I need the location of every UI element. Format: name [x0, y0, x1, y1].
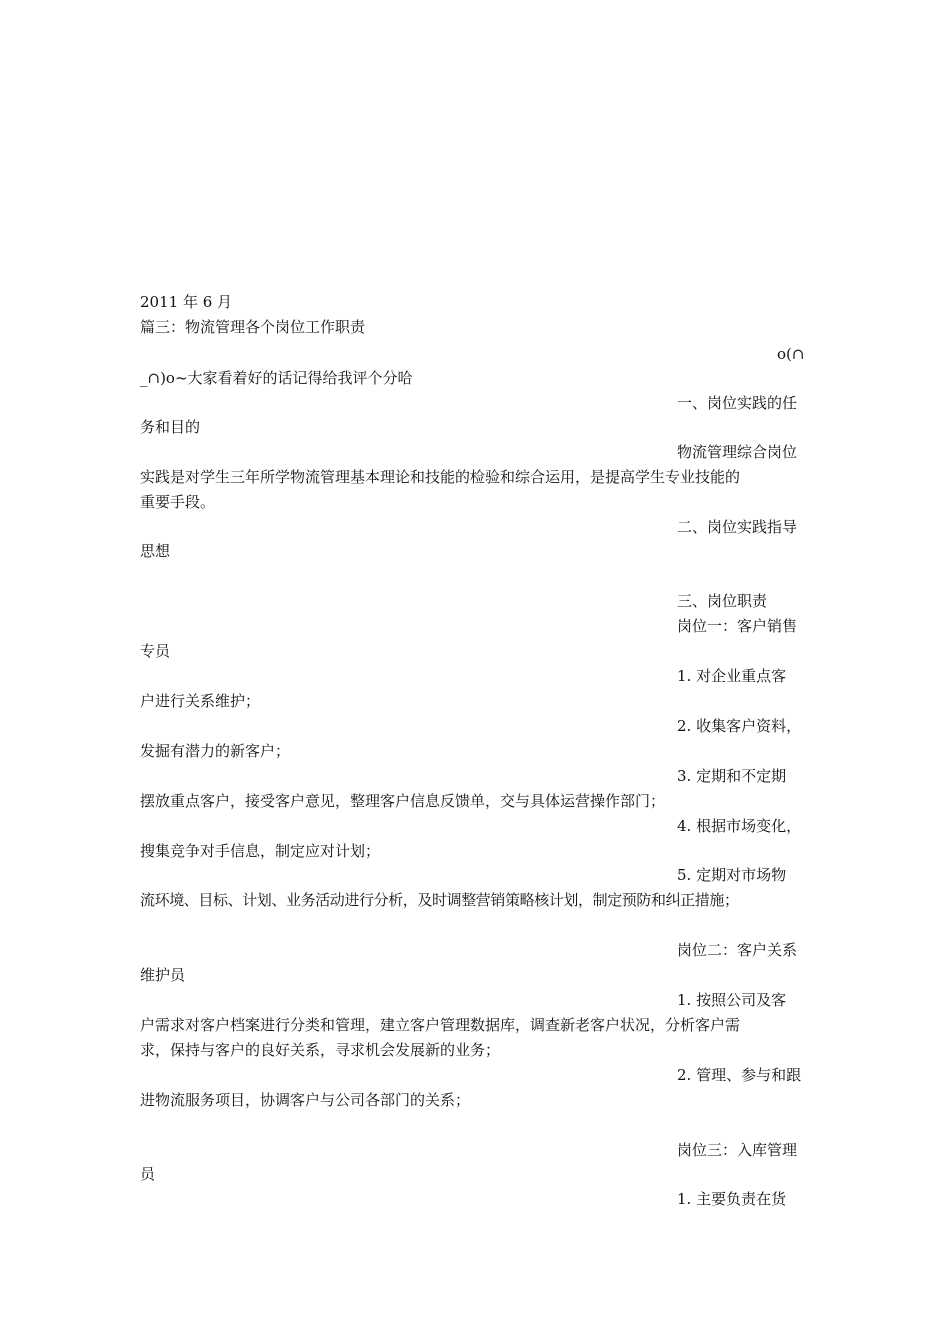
smiley-part1: o(∩ [777, 345, 805, 363]
section-1-body-head: 物流管理综合岗位 [677, 443, 798, 461]
post-2-item-1-line2: 求，保持与客户的良好关系，寻求机会发展新的业务； [140, 1041, 501, 1059]
post-3-heading-tail: 员 [140, 1165, 156, 1183]
section-2-heading: 二、岗位实践指导 [677, 518, 798, 536]
post-2-heading-tail: 维护员 [140, 966, 186, 984]
post-1-item-1-head: 1. 对企业重点客 [677, 667, 787, 685]
section-1-heading-tail: 务和目的 [140, 418, 201, 436]
post-2-item-1-line1: 户需求对客户档案进行分类和管理，建立客户管理数据库，调查新老客户状况，分析客户需 [140, 1016, 741, 1034]
section-3-heading: 三、岗位职责 [677, 592, 768, 610]
post-2-item-2-tail: 进物流服务项目，协调客户与公司各部门的关系； [140, 1091, 471, 1109]
section-1-body-line2: 重要手段。 [140, 493, 216, 511]
smiley-part2: _∩)o~大家看着好的话记得给我评个分哈 [140, 369, 413, 387]
post-1-item-2-tail: 发掘有潜力的新客户； [140, 742, 291, 760]
post-2-heading: 岗位二：客户关系 [677, 941, 798, 959]
post-1-item-1-tail: 户进行关系维护； [140, 692, 261, 710]
post-1-heading-tail: 专员 [140, 642, 171, 660]
post-1-item-5-head: 5. 定期对市场物 [677, 866, 787, 884]
section-2-heading-tail: 思想 [140, 542, 171, 560]
post-1-item-3-head: 3. 定期和不定期 [677, 767, 787, 785]
post-3-heading: 岗位三：入库管理 [677, 1141, 798, 1159]
post-1-item-5-tail: 流环境、目标、计划、业务活动进行分析，及时调整营销策略核计划，制定预防和纠正措施； [140, 891, 739, 909]
post-2-item-2-head: 2. 管理、参与和跟 [677, 1066, 802, 1084]
post-1-item-4-tail: 搜集竞争对手信息，制定应对计划； [140, 842, 381, 860]
section-1-body-line1: 实践是对学生三年所学物流管理基本理论和技能的检验和综合运用，是提高学生专业技能的 [140, 468, 741, 486]
section-1-heading: 一、岗位实践的任 [677, 394, 798, 412]
document-title: 篇三：物流管理各个岗位工作职责 [140, 318, 366, 336]
post-1-heading: 岗位一：客户销售 [677, 617, 798, 635]
post-1-item-2-head: 2. 收集客户资料， [677, 717, 802, 735]
post-1-item-3-tail: 摆放重点客户，接受客户意见，整理客户信息反馈单，交与具体运营操作部门； [140, 792, 666, 810]
post-1-item-4-head: 4. 根据市场变化， [677, 817, 802, 835]
post-2-item-1-head: 1. 按照公司及客 [677, 991, 787, 1009]
post-3-item-1-head: 1. 主要负责在货 [677, 1190, 787, 1208]
document-date: 2011 年 6 月 [140, 293, 233, 311]
